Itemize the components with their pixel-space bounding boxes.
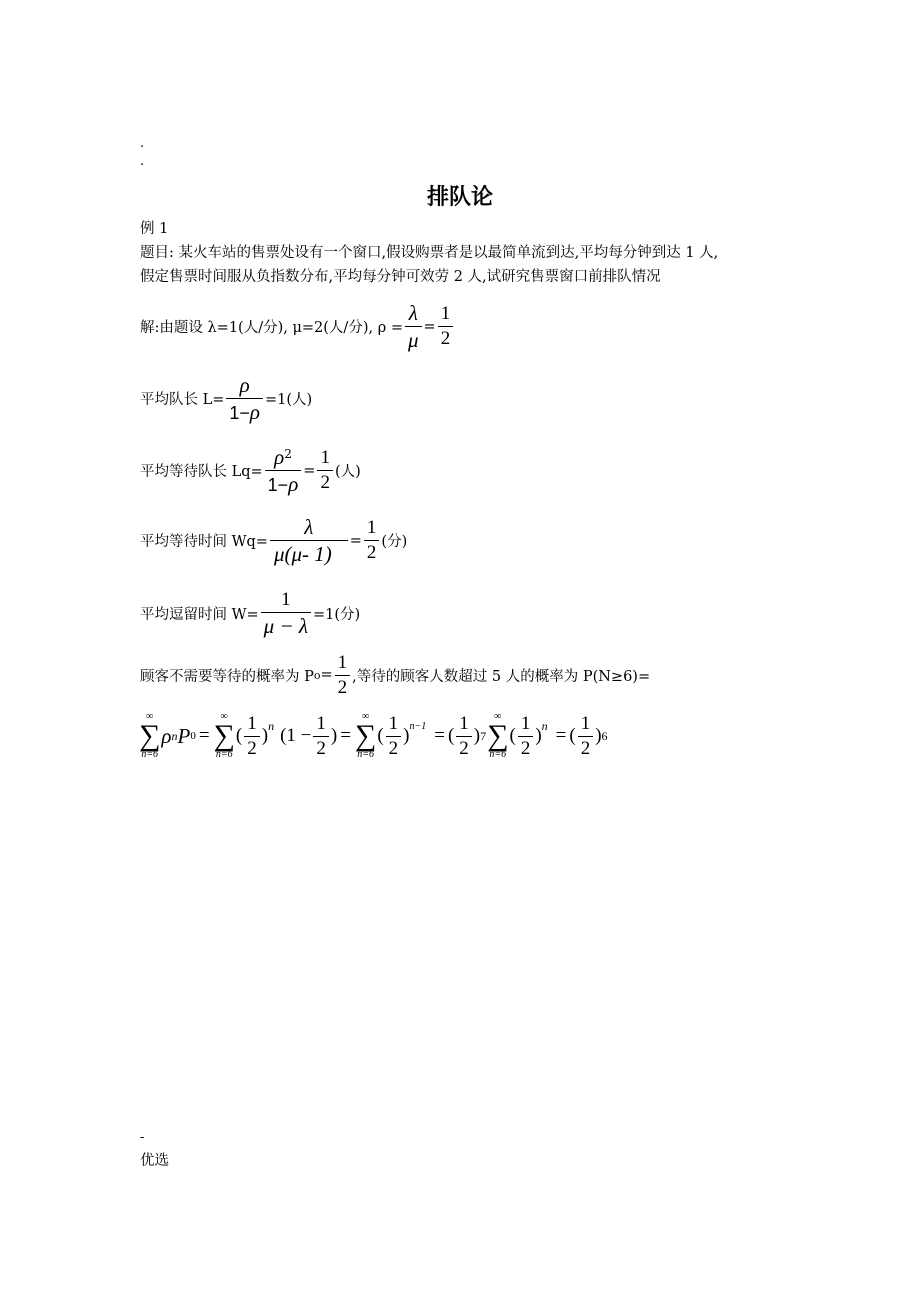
sum-lower-limit: n=6 [141, 749, 159, 760]
Lq-unit: (人) [334, 464, 361, 481]
mean-queue-length-label: 平均队长 L= [140, 392, 225, 409]
series-formula [138, 712, 608, 760]
n-exponent: n [171, 728, 178, 743]
exponent-7: 7 [480, 728, 487, 743]
half-fraction [456, 714, 472, 759]
num: 1 [580, 712, 591, 734]
half-fraction [518, 714, 534, 759]
den: 2 [244, 736, 260, 759]
summation-2 [214, 712, 235, 760]
L-fraction [226, 374, 263, 423]
half-fraction [313, 714, 329, 759]
Wq-numerator: λ [304, 515, 314, 539]
mean-sojourn-time-line [140, 590, 360, 637]
rho-denominator: μ [405, 326, 422, 351]
half-numerator: 1 [440, 303, 451, 325]
paren: ) [473, 725, 481, 746]
sum-upper-limit: ∞ [220, 711, 228, 722]
n-minus-1-exponent: n−1 [409, 720, 427, 732]
header-mark: . [140, 136, 145, 151]
header-mark: . [140, 154, 145, 169]
P0-subscript: o [313, 668, 321, 682]
sum-lower-limit: n=6 [357, 749, 374, 760]
n-exponent: n [541, 718, 548, 733]
half-fraction [578, 714, 594, 759]
paren: ( [509, 725, 516, 746]
P0-prefix: 顾客不需要等待的概率为 P [140, 668, 314, 685]
num: 1 [316, 712, 326, 734]
footer-text: 优选 [140, 1153, 169, 1169]
rho-numerator: λ [408, 301, 418, 325]
footer-dash: - [140, 1130, 145, 1145]
sum-lower-limit: n=6 [489, 749, 507, 760]
W-numerator: 1 [281, 589, 291, 610]
sum-upper-limit: ∞ [146, 711, 154, 722]
den: 2 [578, 736, 594, 759]
example-label: 例 1 [140, 221, 169, 237]
num: 1 [388, 712, 399, 734]
rho-symbol: ρ [161, 723, 172, 748]
paren: ) [261, 725, 269, 746]
summation-3 [355, 712, 376, 760]
num: 1 [459, 712, 469, 734]
Wq-result-fraction [364, 518, 380, 563]
P0-numerator: 1 [337, 652, 348, 673]
paren: ) [403, 725, 410, 746]
solution-prefix: 解:由题设 λ=1(人/分), μ=2(人/分), ρ = [140, 320, 403, 337]
sum-upper-limit: ∞ [494, 711, 502, 722]
problem-line-2: 假定售票时间服从负指数分布,平均每分钟可效劳 2 人,试研究售票窗口前排队情况 [140, 269, 661, 285]
half-denominator: 2 [438, 326, 454, 349]
paren: ( [235, 725, 243, 746]
mean-waiting-length-label: 平均等待队长 Lq= [140, 464, 263, 481]
equals-sign: = [303, 462, 316, 479]
den: 2 [518, 736, 534, 759]
W-result: =1(分) [312, 606, 361, 623]
sigma-symbol: ∑ [139, 719, 161, 752]
L-den-prefix: 1− [229, 403, 250, 424]
Lq-result-fraction [317, 448, 333, 493]
mean-waiting-time-label: 平均等待时间 Wq= [140, 534, 268, 551]
one-minus: (1 − [280, 725, 312, 746]
P-subscript: 0 [190, 730, 196, 742]
L-result: =1(人) [265, 392, 313, 409]
equals-sign: = [555, 725, 567, 746]
equals-sign: = [434, 725, 445, 746]
Lq-fraction [265, 446, 302, 495]
Lq-exponent: 2 [284, 447, 292, 462]
equals-sign: = [198, 725, 210, 746]
W-fraction [261, 590, 311, 637]
den: 2 [456, 736, 472, 759]
Wq-result-denominator: 2 [364, 540, 380, 563]
mean-sojourn-time-label: 平均逗留时间 W= [140, 606, 259, 623]
page-title: 排队论 [426, 185, 493, 210]
half-fraction [386, 714, 402, 759]
num: 1 [520, 712, 531, 734]
P-symbol: P [177, 723, 191, 748]
Wq-denominator: μ(μ- 1) [270, 540, 348, 565]
Lq-den-var: ρ [288, 472, 299, 497]
sigma-symbol: ∑ [354, 719, 377, 752]
paren: ) [330, 725, 338, 746]
Wq-unit: (分) [381, 534, 408, 551]
n-exponent: n [268, 718, 275, 733]
den: 2 [313, 736, 329, 759]
half-fraction [244, 714, 260, 759]
solution-line [140, 302, 455, 351]
paren: ( [569, 725, 576, 746]
num: 1 [247, 712, 257, 734]
L-den-var: ρ [249, 400, 261, 425]
problem-line-1: 题目: 某火车站的售票处设有一个窗口,假设购票者是以最简单流到达,平均每分钟到达 1 人, [140, 245, 719, 261]
P0-fraction [335, 653, 351, 698]
mean-queue-length-line [140, 374, 312, 423]
sum-upper-limit: ∞ [362, 711, 370, 722]
mean-waiting-length-line [140, 446, 361, 495]
den: 2 [386, 736, 402, 759]
equals-sign: = [423, 318, 436, 335]
Lq-result-denominator: 2 [317, 470, 333, 493]
W-denominator: μ − λ [261, 612, 311, 637]
paren: ( [447, 725, 455, 746]
Lq-result-numerator: 1 [320, 447, 330, 469]
mean-waiting-time-line [140, 516, 407, 565]
Lq-numerator: ρ [274, 445, 285, 469]
P0-denominator: 2 [335, 675, 351, 698]
exponent-6: 6 [601, 728, 608, 743]
Lq-den-prefix: 1− [267, 475, 289, 496]
half-fraction [438, 304, 454, 349]
summation-4 [487, 712, 508, 760]
L-numerator: ρ [239, 373, 250, 397]
Wq-result-numerator: 1 [366, 517, 377, 539]
P0-suffix: ,等待的顾客人数超过 5 人的概率为 P(N≥6)= [352, 668, 651, 685]
paren: ( [377, 725, 384, 746]
equals-sign: = [340, 725, 351, 746]
summation-1 [139, 712, 160, 760]
rho-fraction [405, 302, 422, 351]
equals-sign: = [320, 667, 333, 684]
paren: ) [595, 725, 602, 746]
probability-line [140, 653, 650, 698]
Wq-fraction [270, 516, 348, 565]
equals-sign: = [349, 532, 362, 549]
paren: ) [535, 725, 542, 746]
sigma-symbol: ∑ [213, 719, 235, 752]
sum-lower-limit: n=6 [215, 749, 233, 760]
sigma-symbol: ∑ [487, 719, 509, 752]
